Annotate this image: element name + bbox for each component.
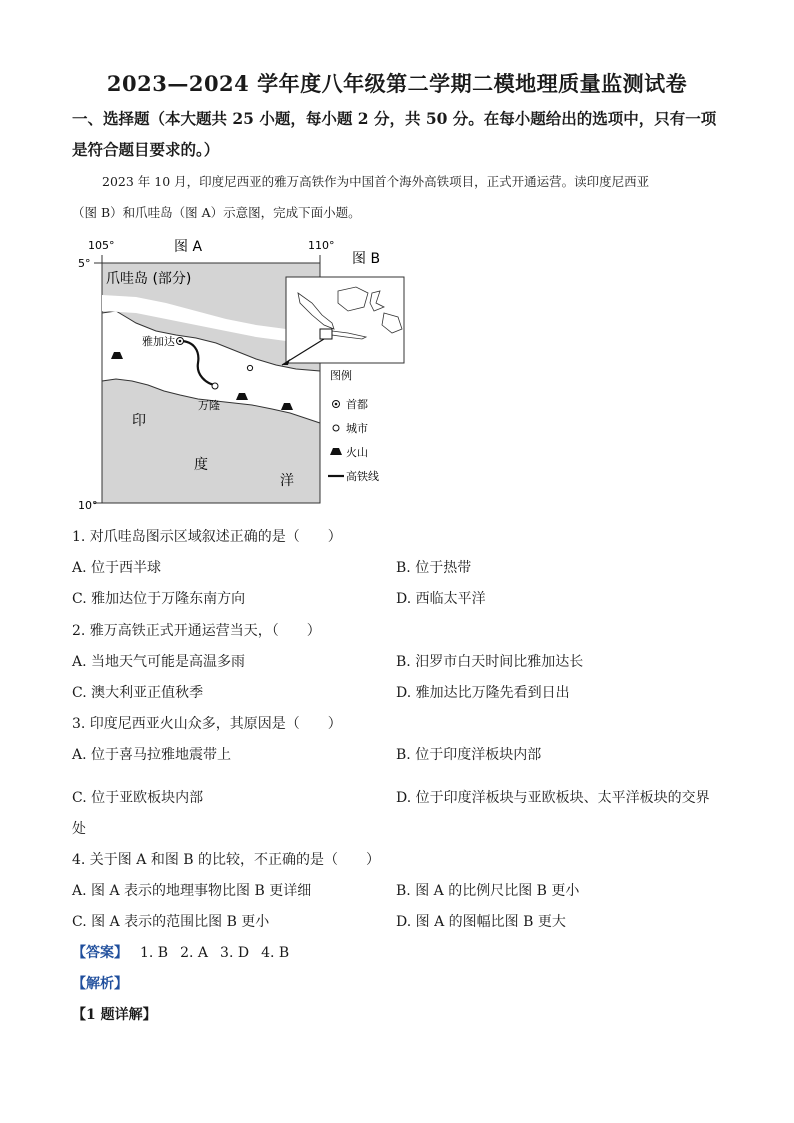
legend-title: 图例 bbox=[330, 369, 352, 382]
legend-capital-dot bbox=[335, 403, 338, 406]
question-4-option-a: A. 图 A 表示的地理事物比图 B 更详细 bbox=[72, 883, 312, 899]
legend-volcano-icon bbox=[330, 448, 342, 455]
city-marker-bandung bbox=[212, 383, 218, 389]
capital-dot bbox=[179, 340, 182, 343]
lat-label-bottom: 10° bbox=[78, 499, 98, 512]
question-3-option-c: C. 位于亚欧板块内部 bbox=[72, 790, 204, 806]
question-2-option-b: B. 汨罗市白天时间比雅加达长 bbox=[396, 654, 584, 670]
detail-tag: 【1 题详解】 bbox=[72, 1007, 157, 1023]
question-2-stem: 2. 雅万高铁正式开通运营当天，（ ） bbox=[72, 623, 321, 639]
question-4-option-b: B. 图 A 的比例尺比图 B 更小 bbox=[396, 883, 580, 899]
inset-map-frame bbox=[286, 277, 404, 363]
question-1-option-d: D. 西临太平洋 bbox=[396, 591, 486, 607]
question-4-stem: 4. 关于图 A 和图 B 的比较，不正确的是（ ） bbox=[72, 852, 381, 868]
city-label: 万隆 bbox=[198, 399, 220, 412]
section-heading-line2: 是符合题目要求的。） bbox=[72, 140, 220, 159]
question-1-option-b: B. 位于热带 bbox=[396, 560, 472, 576]
answer-item-2: 2. A bbox=[180, 945, 209, 961]
answer-line bbox=[72, 942, 289, 962]
question-3-option-b: B. 位于印度洋板块内部 bbox=[396, 747, 542, 763]
answer-tag: 【答案】 bbox=[72, 945, 128, 961]
question-1-stem: 1. 对爪哇岛图示区域叙述正确的是（ ） bbox=[72, 529, 342, 545]
answer-item-1: 1. B bbox=[140, 945, 169, 961]
fig-a-label: 图 A bbox=[174, 239, 203, 255]
city-marker-east bbox=[247, 365, 252, 370]
question-1-option-c: C. 雅加达位于万隆东南方向 bbox=[72, 591, 246, 607]
question-1-option-a: A. 位于西半球 bbox=[72, 560, 162, 576]
legend-volcano-label: 火山 bbox=[346, 446, 368, 459]
intro-line1: 2023 年 10 月，印度尼西亚的雅万高铁作为中国首个海外高铁项目，正式开通运营。读印度尼西亚 bbox=[102, 174, 650, 189]
exam-title: 2023—2024 学年度八年级第二学期二模地理质量监测试卷 bbox=[106, 71, 688, 96]
section-heading-line1: 一、选择题（本大题共 25 小题，每小题 2 分，共 50 分。在每小题给出的选项中，只有一项 bbox=[72, 109, 717, 128]
question-3-option-d-wrap: 处 bbox=[72, 821, 86, 837]
legend-city-label: 城市 bbox=[346, 422, 368, 435]
legend-capital-label: 首都 bbox=[346, 398, 368, 411]
legend-railway-label: 高铁线 bbox=[346, 470, 379, 483]
ocean-char-1: 印 bbox=[132, 413, 146, 429]
question-2-option-c: C. 澳大利亚正值秋季 bbox=[72, 685, 204, 701]
question-2-option-d: D. 雅加达比万隆先看到日出 bbox=[396, 685, 570, 701]
capital-label: 雅加达 bbox=[142, 335, 175, 348]
question-3-stem: 3. 印度尼西亚火山众多，其原因是（ ） bbox=[72, 716, 342, 732]
answer-item-3: 3. D bbox=[220, 945, 250, 961]
ocean-char-2: 度 bbox=[194, 457, 208, 473]
island-label: 爪哇岛 (部分) bbox=[106, 271, 192, 287]
fig-b-label: 图 B bbox=[352, 251, 381, 267]
analysis-tag: 【解析】 bbox=[72, 976, 128, 992]
legend-city-icon bbox=[333, 425, 339, 431]
lat-label-top: 5° bbox=[78, 257, 91, 270]
lon-label-right: 110° bbox=[308, 239, 335, 252]
answer-item-4: 4. B bbox=[261, 945, 290, 961]
question-3-option-d: D. 位于印度洋板块与亚欧板块、太平洋板块的交界 bbox=[396, 790, 710, 806]
question-3-option-a: A. 位于喜马拉雅地震带上 bbox=[72, 747, 232, 763]
intro-line2: （图 B）和爪哇岛（图 A）示意图，完成下面小题。 bbox=[72, 205, 361, 220]
ocean-char-3: 洋 bbox=[280, 473, 294, 489]
question-4-option-d: D. 图 A 的图幅比图 B 更大 bbox=[396, 914, 566, 930]
lon-label-left: 105° bbox=[88, 239, 115, 252]
question-2-option-a: A. 当地天气可能是高温多雨 bbox=[72, 654, 246, 670]
question-4-option-c: C. 图 A 表示的范围比图 B 更小 bbox=[72, 914, 270, 930]
java-map-figure bbox=[76, 233, 406, 513]
map-svg bbox=[76, 233, 406, 513]
